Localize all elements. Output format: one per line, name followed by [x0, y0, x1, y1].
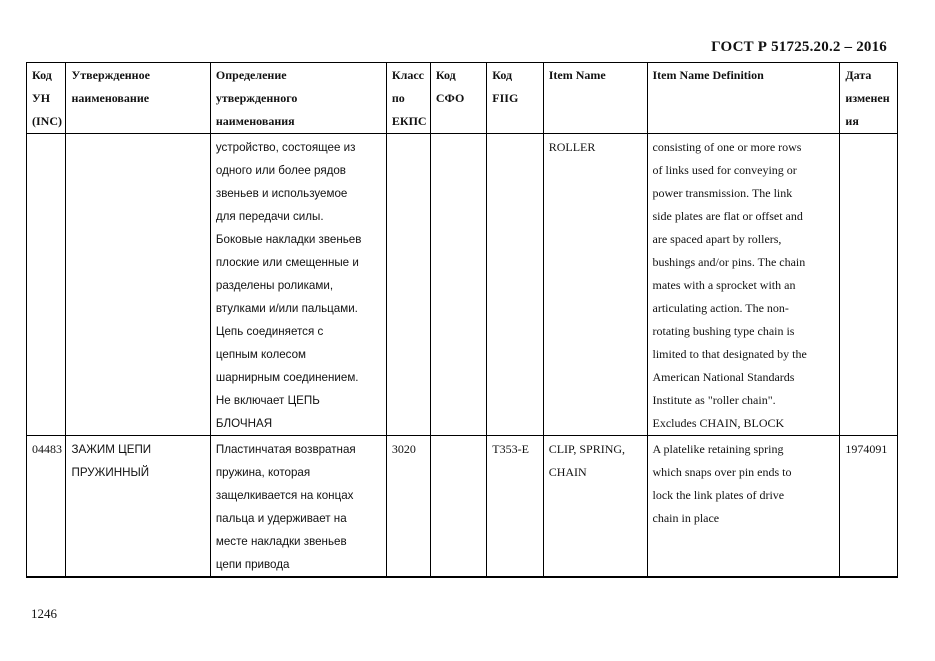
- cell-approved-name: [66, 134, 210, 436]
- cell-definition-ru: устройство, состоящее из одного или более рядов звеньев и используемое для передачи силы. Боковые накладки звеньев плоские или смещенные и разделены роликами, втулками и/или пальцами. Цепь соединяется с цепным колесом шарнирным соединением. Не включает ЦЕПЬ БЛОЧНАЯ: [210, 134, 386, 436]
- header-item-name: Item Name: [543, 63, 647, 134]
- header-ekps-class: Класс по ЕКПС: [386, 63, 430, 134]
- table-row: [27, 436, 898, 578]
- cell-item-definition: A platelike retaining spring which snaps over pin ends to lock the link plates of drive chain in place: [647, 436, 840, 578]
- cell-ekps-class: 3020: [386, 436, 430, 578]
- cell-item-name: CLIP, SPRING, CHAIN: [543, 436, 647, 578]
- cell-item-name: ROLLER: [543, 134, 647, 436]
- header-sfo-code: Код СФО: [430, 63, 486, 134]
- cell-definition-ru: Пластинчатая возвратная пружина, которая защелкивается на концах пальца и удерживает на месте накладки звеньев цепи привода: [210, 436, 386, 578]
- header-fiig-code: Код FIIG: [487, 63, 543, 134]
- cell-ekps-class: [386, 134, 430, 436]
- cell-fiig-code: T353-E: [487, 436, 543, 578]
- page-number: 1246: [31, 606, 57, 621]
- header-approved-name-definition: Определение утвержденного наименования: [210, 63, 386, 134]
- header-change-date: Дата изменен ия: [840, 63, 898, 134]
- cell-inc: [27, 134, 66, 436]
- cell-sfo-code: [430, 436, 486, 578]
- document-standard-code: ГОСТ Р 51725.20.2 – 2016: [711, 39, 887, 55]
- cell-fiig-code: [487, 134, 543, 436]
- cell-item-definition: consisting of one or more rows of links used for conveying or power transmission. The link side plates are flat or offset and are spaced apart by rollers, bushings and/or pins. The chain mates with a sprocket with an articulating action. The non- rotating bushing type chain is limited to that designated by the American National Standards Institute as "roller chain". Excludes CHAIN, BLOCK: [647, 134, 840, 436]
- cell-approved-name: ЗАЖИМ ЦЕПИ ПРУЖИННЫЙ: [66, 436, 210, 578]
- header-inc: Код УН (INC): [27, 63, 66, 134]
- table-row: [27, 134, 898, 436]
- cell-change-date: 1974091: [840, 436, 898, 578]
- table-header-row: [27, 63, 898, 134]
- cell-sfo-code: [430, 134, 486, 436]
- cell-inc: 04483: [27, 436, 66, 578]
- item-name-table: [26, 62, 898, 578]
- header-item-name-definition: Item Name Definition: [647, 63, 840, 134]
- header-approved-name: Утвержденное наименование: [66, 63, 210, 134]
- cell-change-date: [840, 134, 898, 436]
